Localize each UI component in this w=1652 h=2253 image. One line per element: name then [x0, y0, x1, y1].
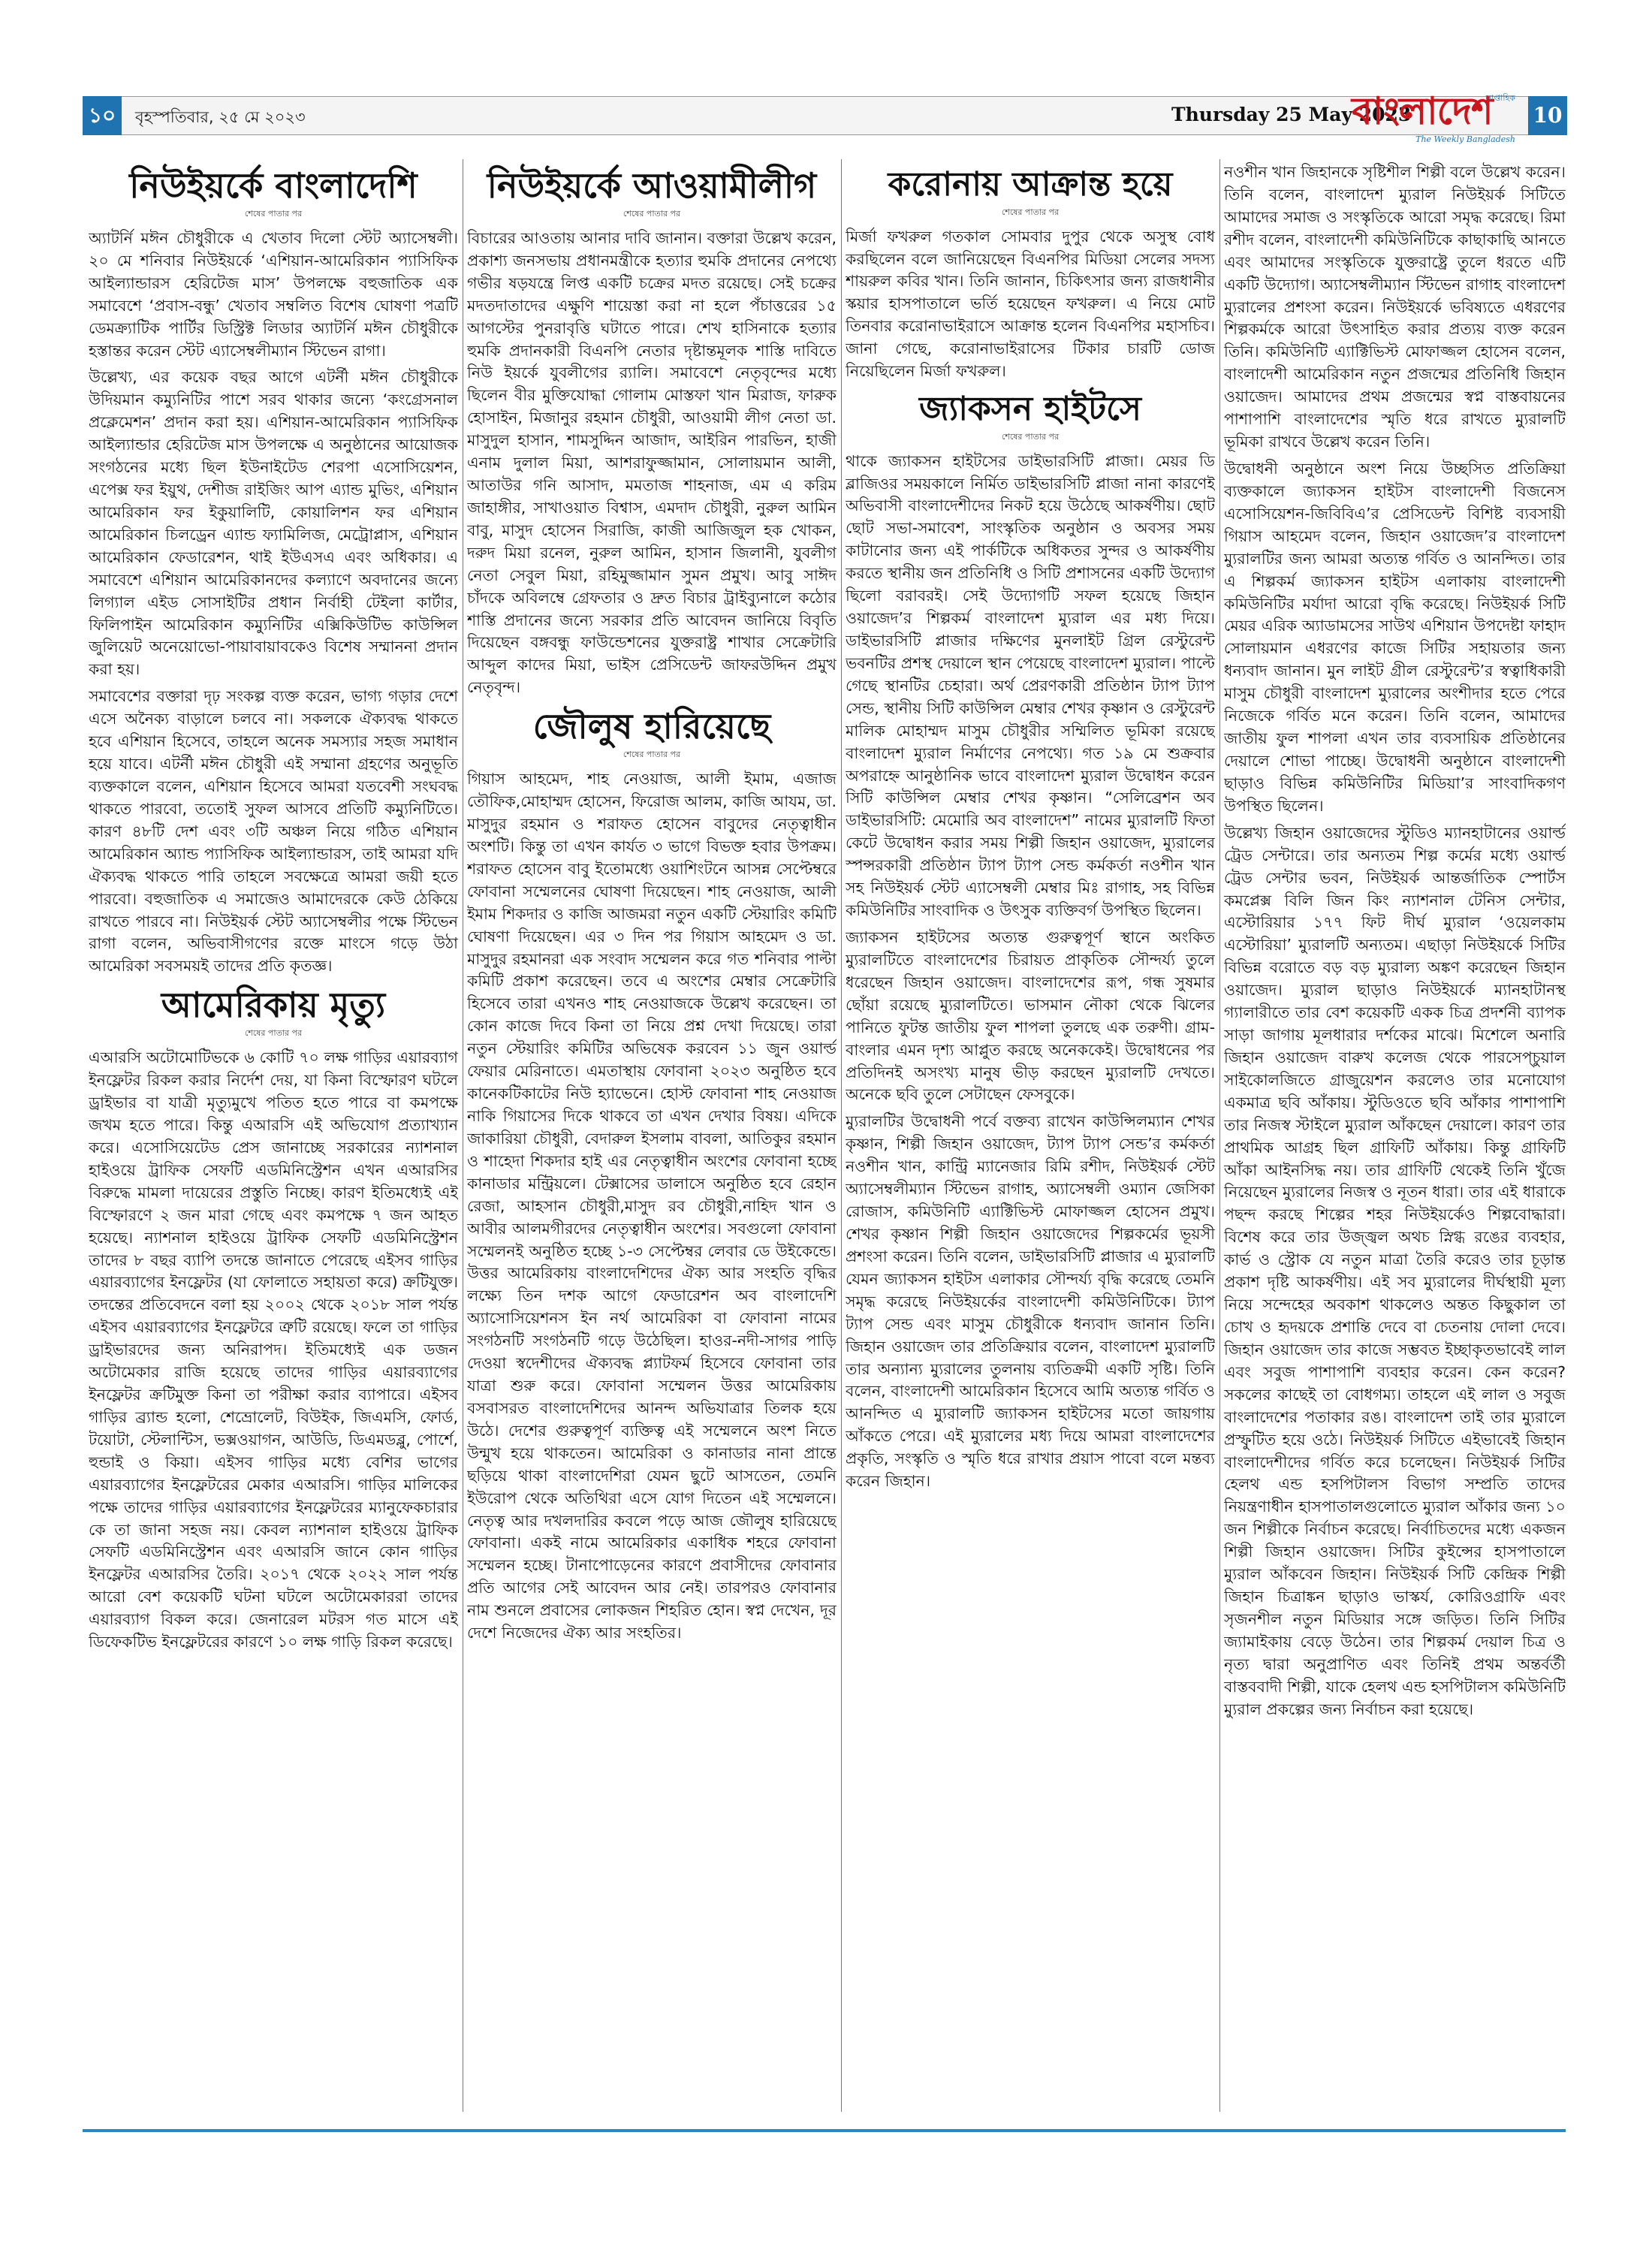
article-paragraph: নওশীন খান জিহানকে সৃষ্টিশীল শিল্পী বলে উল্লেখ করেন। তিনি বলেন, বাংলাদেশ ম্যুরাল নিউইয়র্ক সিটিতে আমাদের সমাজ ও সংস্কৃতিকে আরো সমৃদ্ধ করেছে। রিমা রশীদ বলেন, বাংলাদেশী কমিউনিটিকে কাছাকাছি আনতে এবং আমাদের সংস্কৃতিকে যুক্তরাষ্ট্রে তুলে ধরতে এটি একটি উদ্যোগ। অ্যাসেম্বলীম্যান স্টিভেন রাগাহ বাংলাদেশ ম্যুরালের প্রশংসা করেন। নিউইয়র্কে ভবিষ্যতে এধরণের শিল্পকর্মকে আরো উৎসাহিত করার প্রত্যয় ব্যক্ত করেন তিনি। কমিউনিটি এ্যাক্টিভিস্ট মোফাজ্জল হোসেন বলেন, বাংলাদেশী আমেরিকান নতুন প্রজন্মের প্রতিনিধি জিহান ওয়াজেদ। আমাদের প্রথম প্রজন্মের স্বপ্ন বাস্তবায়নের পাশাপাশি বাংলাদেশের স্মৃতি ধরে রাখতে ম্যুরালটি ভূমিকা রাখবে উল্লেখ করেন তিনি। — [1224, 163, 1566, 451]
article-headline: জৌলুষ হারিয়েছে — [532, 706, 771, 747]
column-3 — [846, 161, 1215, 2095]
article-awami-league-newyork — [467, 166, 837, 699]
continued-note: শেষের পাতার পর — [1001, 207, 1060, 217]
continued-note: শেষের পাতার পর — [244, 1028, 303, 1039]
article-paragraph: জ্যাকসন হাইটসের অত্যন্ত গুরুত্বপূর্ণ স্থানে অংকিত ম্যুরালটিতে বাংলাদেশের চিরায়ত প্রাকৃতিক সৌন্দর্য্য তুলে ধরেছেন জিহান ওয়াজেদ। বাংলাদেশের রূপ, গন্ধ সুষমার ছোঁয়া রয়েছে ম্যুরালটিতে। ভাসমান নৌকা থেকে ঝিলের পানিতে ফুটন্ত জাতীয় ফুল শাপলা তুলছে এক তরুণী। গ্রাম-বাংলার এমন দৃশ্য আপ্লুত করছে অনেককেই। উদ্বোধনের পর প্রতিদিনই অসংখ্য মানুষ ভীড় করছেন ম্যুরালটি দেখতে। অনেকে ছবি তুলে সেটাছেন ফেসবুকে। — [846, 928, 1215, 1104]
page-number-right: 10 — [1528, 96, 1567, 135]
header-date-english: Thursday 25 May 2023 — [1171, 104, 1412, 125]
column-divider — [841, 159, 842, 2112]
article-paragraph: সমাবেশের বক্তারা দৃঢ় সংকল্প ব্যক্ত করেন, ভাগ্য গড়ার দেশে এসে অনৈক্য বাড়ালে চলবে না। সকলকে ঐক্যবদ্ধ থাকতে হবে এশিয়ান হিসেবে, তাহলে অনেক সমস্যার সহজ সমাধান হয়ে যাবে। এটর্নী মঈন চৌধুরী এই সম্মানা গ্রহণের অনুভূতি ব্যক্তকালে বলেন, এশিয়ান হিসেবে আমরা যতবেশী সংঘবদ্ধ থাকতে পারবো, ততোই সুফল আসবে প্রতিটি কম্যুনিটিতে। কারণ ৪৮টি দেশ এবং ৩টি অঞ্চল নিয়ে গঠিত এশিয়ান আমেরিকান অ্যান্ড প্যাসিফিক আইল্যান্ডারস, তাই আমরা যদি ঐক্যবদ্ধ থাকতে পারি তাহলে সবক্ষেত্রে আমরা জয়ী হতে পারবো। বহুজাতিক এ সমাজেও আমাদেরকে কেউ ঠেকিয়ে রাখতে পারবে না। নিউইয়র্ক স্টেট অ্যাসেম্বলীর পক্ষে স্টিভেন রাগা বলেন, অভিবাসীগণের রক্তে মাংসে গড়ে উঠা আমেরিকা সবসময়ই তাদের প্রতি কৃতজ্ঞ। — [89, 687, 458, 976]
article-death-in-america — [89, 985, 458, 1654]
logo-tagline: The Weekly Bangladesh — [1415, 134, 1515, 144]
article-headline: নিউইয়র্কে বাংলাদেশি — [129, 165, 418, 206]
footer-rule — [83, 2129, 1566, 2132]
article-paragraph: উল্লেখ্য জিহান ওয়াজেদের স্টুডিও ম্যানহাটানের ওয়ার্ল্ড ট্রেড সেন্টারে। তার অন্যতম শিল্প কর্মের মধ্যে ওয়ার্ল্ড ট্রেড সেন্টার ভবন, নিউইয়র্ক আন্তর্জাতিক স্পোর্টস কমপ্লেক্স বিলি জিন কিং ন্যাশনাল টেনিস সেন্টার, এস্টোরিয়ার ১৭৭ ফিট দীর্ঘ ম্যুরাল ‘ওয়েলকাম এস্টোরিয়া’ ম্যুরালটি অন্যতম। এছাড়া নিউইয়র্কে সিটির বিভিন্ন বরোতে বড় বড় ম্যুরাল্য অঙ্কণ করেছেন জিহান ওয়াজেদ। ম্যুরাল ছাড়াও নিউইয়র্কে ম্যানহাটানস্থ গ্যালারীতে তার বেশ কয়েকটি একক চিত্র প্রদর্শনী ব্যাপক সাড়া জাগায় মূলধারার দর্শকের মাঝে। মিশেলে অনারি জিহান ওয়াজেদ বারুখ কলেজ থেকে পারসেপ্চুয়াল সাইকোলজিতে গ্রাজুয়েশন করলেও তার মনোযোগ একমাত্র ছবি আঁকায়। স্টুডিওতে ছবি আঁকার পাশাপাশি তার নিজস্ব স্টাইলে ম্যুরাল আঁকছেন দেয়ালে। কারণ তার প্রাথমিক আগ্রহ ছিল গ্রাফিটি আঁকায়। কিন্তু গ্রাফিটি আঁকা আইনসিদ্ধ নয়। তার গ্রাফিটি থেকেই তিনি খুঁজে নিয়েছেন ম্যুরালের নিজস্ব ও নূতন ধারা। তার এই ধারাকে পছন্দ করছে শিল্পের শহর নিউইয়র্কেও শিল্পবোদ্ধারা। বিশেষ করে তার উজ্জ্বল অথচ স্নিগ্ধ রঙের ব্যবহার, কার্ভ ও স্ট্রোক যে নতুন মাত্রা তৈরি করেও তার চূড়ান্ত প্রকাশ দৃষ্টি আকর্ষণীয়। এই সব ম্যুরালের দীর্ঘস্থায়ী মূল্য নিয়ে সন্দেহের অবকাশ থাকলেও অন্তত কিছুকাল তা চোখ ও হৃদয়কে প্রশান্তি দেবে বা চেতনায় দোলা দেবে। জিহান ওয়াজেদ তার কাজে সম্ভবত ইচ্ছাকৃতভাবেই লাল এবং সবুজ পাশাপাশি ব্যবহার করেন। কেন করেন? সকলের কাছেই তা বোধগম্য। তাহলে এই লাল ও সবুজ বাংলাদেশের পতাকার রঙ। বাংলাদেশ তাই তার ম্যুরালে প্রস্ফুটিত হয়ে ওঠে। নিউইয়র্ক সিটিতে এইভাবেই জিহান বাংলাদেশীদের গর্বিত করে চলেছেন। নিউইয়র্ক সিটির হেলথ এন্ড হসপিটালস বিভাগ সম্প্রতি তাদের নিয়ন্ত্রণাধীন হাসপাতালগুলোতে ম্যুরাল আঁকার জন্য ১০ জন শিল্পীকে নির্বাচন করেছে। নির্বাচিতদের মধ্যে একজন শিল্পী জিহান ওয়াজেদ। সিটির কুইন্সের হাসপাতালে ম্যুরাল আঁকবেন জিহান। নিউইয়র্ক সিটি কেন্দ্রিক শিল্পী জিহান চিত্রাঙ্কন ছাড়াও ভাস্কর্য, কোরিওগ্রাফি এবং সৃজনশীল নতুন মিডিয়ার সঙ্গে জড়িত। তিনি সিটির জ্যামাইকায় বেড়ে উঠেন। তার শিল্পকর্ম দেয়াল চিত্র ও নৃত্য দ্বারা অনুপ্রাণিত এবং তিনিই প্রথম অন্তর্বর্তী বাস্তববাদী শিল্পী, যাকে হেলথ এন্ড হসপিটালস কমিউনিটি ম্যুরাল প্রকল্পের জন্য নির্বাচন করা হয়েছে। — [1224, 823, 1566, 1718]
article-paragraph: থাকে জ্যাকসন হাইটসের ডাইভারসিটি প্লাজা। মেয়র ডি ব্লাজিওর সময়কালে নির্মিত ডাইভারসিটি প্লাজা নানা কারণেই অভিবাসী বাংলাদেশীদের নিকট হয়ে উঠেছে আকর্ষণীয়। ছোট ছোট সভা-সমাবেশ, সাংস্কৃতিক অনুষ্ঠান ও অবসর সময় কাটানোর জন্য এই পার্কটিকে অধিকতর সুন্দর ও আকর্ষণীয় করতে স্থানীয় জন প্রতিনিধি ও সিটি প্রশাসনের একটি উদ্যোগ ছিলো বরাবরই। সেই উদ্যোগটি সফল হয়েছে জিহান ওয়াজেদ’র শিল্পকর্ম বাংলাদেশ ম্যুরাল এর মধ্য দিয়ে। ডাইভারসিটি প্লাজার দক্ষিণের মুনলাইট গ্রিল রেস্টুরেন্ট ভবনটির প্রশস্থ দেয়ালে স্থান পেয়েছে বাংলাদেশ ম্যুরাল। পাল্টে গেছে স্থানটির চেহারা। অর্থ প্রেরণকারী প্রতিষ্ঠান ট্যাপ ট্যাপ সেন্ড, স্থানীয় সিটি কাউন্সিল মেম্বার শেখর কৃষ্ণান ও রেস্টুরেন্ট মালিক মোহাম্মদ মাসুম চৌধুরীর সম্মিলিত ভূমিকা রয়েছে বাংলাদেশ ম্যুরাল নির্মাণের নেপথ্যে। গত ১৯ মে শুক্রবার অপরাহ্নে আনুষ্ঠানিক ভাবে বাংলাদেশ ম্যুরাল উদ্বোধন করেন সিটি কাউন্সিল মেম্বার শেখর কৃষ্ণান। “সেলিব্রেশন অব ডাইভারসিটি: মেমোরি অব বাংলাদেশ” নামের ম্যুরালটি ফিতা কেটে উদ্বোধন করার সময় শিল্পী জিহান ওয়াজেদ, ম্যুরালের স্পন্সরকারী প্রতিষ্ঠান ট্যাপ ট্যাপ সেন্ড কর্মকর্তা নওশীন খান সহ নিউইয়র্ক স্টেট এ্যাসেম্বলী মেম্বার মিঃ রাগাহ, সহ বিভিন্ন কমিউনিটির সাংবাদিক ও উৎসুক ব্যক্তিবর্গ উপস্থিত ছিলেন। — [846, 451, 1215, 920]
article-paragraph: অ্যাটর্নি মঈন চৌধুরীকে এ খেতাব দিলো স্টেট অ্যাসেম্বলী। ২০ মে শনিবার নিউইয়র্কে ‘এশিয়ান-আমেরিকান প্যাসিফিক আইল্যান্ডারস হেরিটেজ মাস’ উপলক্ষে বহুজাতিক এক সমাবেশে ‘প্রবাস-বন্ধু’ খেতাব সম্বলিত বিশেষ ঘোষণা পত্রটি ডেমক্র্যাটিক পার্টির ডিস্ট্রিক্ট লিডার অ্যাটর্নি মঈন চৌধুরীকে হস্তান্তর করেন স্টেট এ্যাসেম্বলীম্যান স্টিভেন রাগা। — [89, 228, 458, 360]
article-bangladeshi-in-newyork — [89, 166, 458, 978]
column-1 — [89, 161, 458, 2095]
column-divider — [1219, 159, 1220, 2112]
masthead-logo — [1352, 90, 1524, 144]
logo-main-text: বাংলাদেশ — [1352, 89, 1493, 133]
column-4 — [1224, 161, 1566, 2095]
article-paragraph: উল্লেখ্য, এর কয়েক বছর আগে এটর্নী মঈন চৌধুরীকে উদিয়মান কম্যুনিটির পাশে সরব থাকার জন্যে ‘কংগ্রেসনাল প্রক্লেমেশন’ প্রদান করা হয়। এশিয়ান-আমেরিকান প্যাসিফিক আইল্যান্ডার হেরিটেজ মাস উপলক্ষে এ অনুষ্ঠানের আয়োজক সংগঠনের মধ্যে ছিল ইউনাইটেড শেরপা এসোসিয়েশন, এপেক্স ফর ইয়ুথ, দেশীজ রাইজিং আপ এ্যান্ড মুভিং, এশিয়ান আমেরিকান ফর ইকুয়ালিটি, কোয়ালিশন ফর এশিয়ান আমেরিকান চিলড্রেন এ্যান্ড ফ্যামিলিজ, মেট্রোপ্লাস, এশিয়ান আমেরিকান ফেডারেশন, থাই ইউএসএ এবং অধিকার। এ সমাবেশে এশিয়ান আমেরিকানদের কল্যাণে অবদানের জন্যে লিগ্যাল এইড সোসাইটির প্রধান নির্বাহী টেইলা কার্টার, ফিলিপাইন আমেরিকান কম্যুনিটির এক্সিকিউটিভ কাউন্সিল জুলিয়েট অনেয়োভো-পায়াবায়াবকেও বিশেষ সম্মাননা প্রদান করা হয়। — [89, 368, 458, 679]
article-paragraph: বিচারের আওতায় আনার দাবি জানান। বক্তারা উল্লেখ করেন, প্রকাশ্য জনসভায় প্রধানমন্ত্রীকে হত্যার হুমকি প্রদানের নেপথ্যে গভীর ষড়যন্ত্রে লিপ্ত একটি চক্রের মদত রয়েছে। সেই চক্রের মদতদাতাদের এক্ষুণি শায়েস্তা করা না হলে পঁচাত্তরের ১৫ আগস্টের পুনরাবৃত্তি ঘটাতে পারে। শেখ হাসিনাকে হত্যার হুমকি প্রদানকারী বিএনপি নেতার দৃষ্টান্তমূলক শাস্তি দাবিতে নিউ ইয়র্কে যুবলীগের র‌্যালি। সমাবেশে নেতৃবৃন্দের মধ্যে ছিলেন বীর মুক্তিযোদ্ধা গোলাম মোস্তফা খান মিরাজ, ফারুক হোসাইন, মিজানুর রহমান চৌধুরী, আওয়ামী লীগ নেতা ডা. মাসুদুল হাসান, শামসুদ্দিন আজাদ, আইরিন পারভিন, হাজী এনাম দুলাল মিয়া, আশরাফুজ্জামান, সোলায়মান আলী, আতাউর গনি আসাদ, মমতাজ শাহনাজ, এম এ করিম জাহাঙ্গীর, সাখাওয়াত বিশ্বাস, এমদাদ চৌধুরী, নুরুল আমিন বাবু, মাসুদ হোসেন সিরাজি, কাজী আজিজুল হক খোকন, দরুদ মিয়া রনেল, নুরুল আমিন, হাসান জিলানী, যুবলীগ নেতা সেবুল মিয়া, রহিমুজ্জামান সুমন প্রমুখ। আবু সাঈদ চাঁদকে অবিলম্বে গ্রেফতার ও দ্রুত বিচার ট্রাইব্যুনালে কঠোর শাস্তি প্রদানের জন্যে সরকার প্রতি আবেদন জানিয়ে বিবৃতি দিয়েছেন বঙ্গবন্ধু ফাউন্ডেশনের যুক্তরাষ্ট্র শাখার সেক্রেটারি আব্দুল কাদের মিয়া, ভাইস প্রেসিডেন্ট জাফরউদ্দিন প্রমুখ নেতৃবৃন্দ। — [467, 228, 837, 697]
article-headline: নিউইয়র্কে আওয়ামীলীগ — [487, 165, 817, 206]
continued-note: শেষের পাতার পর — [623, 208, 681, 219]
column-2 — [467, 161, 837, 2095]
article-headline: করোনায় আক্রান্ত হয়ে — [888, 165, 1173, 204]
article-headline: জ্যাকসন হাইটসে — [919, 390, 1141, 429]
page-number-left: ১০ — [83, 96, 122, 135]
article-paragraph: ম্যুরালটির উদ্বোধনী পর্বে বক্তব্য রাখেন কাউন্সিলম্যান শেখর কৃষ্ণান, শিল্পী জিহান ওয়াজেদ, ট্যাপ ট্যাপ সেন্ড’র কর্মকর্তা নওশীন খান, কান্ট্রি ম্যানেজার রিমি রশীদ, নিউইয়র্ক স্টেট অ্যাসেম্বলীম্যান স্টিভেন রাগাহ, অ্যাসেম্বলী ওম্যান জেসিকা রোজাস, কমিউনিটি এ্যাক্টিভিস্ট মোফাজ্জল হোসেন প্রমুখ। শেখর কৃষ্ণান শিল্পী জিহান ওয়াজেদের শিল্পকর্মের ভূয়সী প্রশংসা করেন। তিনি বলেন, ডাইভারসিটি প্লাজার এ ম্যুরালটি যেমন জ্যাকসন হাইটস এলাকার সৌন্দর্য্য বৃদ্ধি করেছে তেমনি সমৃদ্ধ করেছে নিউইয়র্কের বাংলাদেশী কমিউনিটিকে। ট্যাপ ট্যাপ সেন্ড এবং মাসুম চৌধুরীকে ধন্যবাদ জানান তিনি। জিহান ওয়াজেদ তার প্রতিক্রিয়ার বলেন, বাংলাদেশ ম্যুরালটি তার অন্যান্য ম্যুরালের তুলনায় ব্যতিক্রমী একটি সৃষ্টি। তিনি বলেন, বাংলাদেশী আমেরিকান হিসেবে আমি অত্যন্ত গর্বিত ও আনন্দিত এ ম্যুরালটি জ্যাকসন হাইটসের মতো জায়গায় আঁকতে পেরে। এই ম্যুরালের মধ্য দিয়ে আমরা বাংলাদেশের প্রকৃতি, সংস্কৃতি ও স্মৃতি ধরে রাখার প্রয়াস পাবো বলে মন্তব্য করেন জিহান। — [846, 1112, 1215, 1491]
article-paragraph: উদ্বোধনী অনুষ্ঠানে অংশ নিয়ে উচ্ছসিত প্রতিক্রিয়া ব্যক্তকালে জ্যাকসন হাইটস বাংলাদেশী বিজনেস এসোসিয়েশন-জিবিবিএ’র প্রেসিডেন্ট বিশিষ্ট ব্যবসায়ী গিয়াস আহমেদ বলেন, জিহান ওয়াজেদ’র বাংলাদেশ ম্যুরালটির জন্য আমরা অত্যন্ত গর্বিত ও আনন্দিত। তার এ শিল্পকর্ম জ্যাকসন হাইটস এলাকায় বাংলাদেশী কমিউনিটির মর্যাদা আরো বৃদ্ধি করেছে। নিউইয়র্ক সিটি মেয়র এরিক অ্যাডামসের সাউথ এশিয়ান উপদেষ্টা ফাহাদ সোলায়মান এধরণের কাজে সিটির সহায়তার জন্য ধন্যবাদ জানান। মুন লাইট গ্রীল রেস্টুরেন্ট’র স্বত্বাধিকারী মাসুম চৌধুরী বাংলাদেশ ম্যুরালের অংশীদার হতে পেরে নিজেকে গর্বিত মনে করেন। তিনি বলেন, আমাদের জাতীয় ফুল শাপলা এখন তার ব্যবসায়িক প্রতিষ্ঠানের দেয়ালে শোভা পাচ্ছে। উদ্বোধনী অনুষ্ঠানে বাংলাদেশী ছাড়াও বিভিন্ন কমিউনিটির মিডিয়া’র সাংবাদিকগণ উপস্থিত ছিলেন। — [1224, 459, 1566, 815]
article-paragraph: এআরসি অটোমোটিভকে ৬ কোটি ৭০ লক্ষ গাড়ির এয়ারব্যাগ ইনফ্লেটর রিকল করার নির্দেশ দেয়, যা কিনা বিস্ফোরণ ঘটলে ড্রাইভার বা যাত্রী মৃত্যুমুখে পতিত হতে পারে বা কমপক্ষে জখম হতে পারে। কিন্তু এআরসি এই অভিযোগ প্রত্যাখ্যান করে। এসোসিয়েটেড প্রেস জানাচ্ছে সরকারের ন্যাশনাল হাইওয়ে ট্রাফিক সেফটি এডমিনিস্ট্রেশন এখন এআরসির বিরুদ্ধে মামলা দায়েরের প্রস্তুতি নিচ্ছে। কারণ ইতিমধ্যেই এই বিস্ফোরণে ২ জন মারা গেছে এবং কমপক্ষে ৭ জন আহত হয়েছে। ন্যাশনাল হাইওয়ে ট্রাফিক সেফটি এডমিনিস্ট্রেশন তাদের ৮ বছর ব্যাপি তদন্তে জানাতে পেরেছে এইসব গাড়ির এয়ারব্যাগের ইনফ্লেটর (যা ফোলাতে সহায়তা করে) ক্রটিযুক্ত। তদন্তের প্রতিবেদনে বলা হয় ২০০২ থেকে ২০১৮ সাল পর্যন্ত এইসব এয়ারব্যাগের ইনফ্লেটরে ত্রুটি রয়েছে। ফলে তা গাড়ির ড্রাইভারদের জন্য অনিরাপদ। ইতিমধ্যেই এক ডজন অটোমেকার রাজি হয়েছে তাদের গাড়ির এয়ারব্যাগের ইনফ্লেটর ক্রটিমুক্ত কিনা তা পরীক্ষা করার ব্যাপারে। এইসব গাড়ির ব্র্যান্ড হলো, শেভ্রোলেট, বিউইক, জিএমসি, ফোর্ড, টয়োটা, স্টেলান্টিস, ভক্সওয়াগন, আউডি, ডিএমডব্লু, পোর্শে, হুন্ডাই ও কিয়া। এইসব গাড়ির মধ্যে বেশির ভাগের এয়ারব্যাগের ইনফ্লেটরের মেকার এআরসি। গাড়ির মালিকের পক্ষে তাদের গাড়ির এয়ারব্যাগের ইনফ্লেটরের ম্যানুফেকচারার কে তা জানা সহজ নয়। কেবল ন্যাশনাল হাইওয়ে ট্রাফিক সেফটি এডমিনিস্ট্রেশন এবং এআরসি জানে কোন গাড়ির ইনফ্লেটর এআরসির তৈরি। ২০১৭ থেকে ২০২২ সাল পর্যন্ত আরো বেশ কয়েকটি ঘটনা ঘটলে অটোমেকাররা তাদের এয়ারব্যাগ বিকল করে। জেনারেল মটরস গত মাসে এই ডিফেকটিভ ইনফ্লেটরের কারণে ১০ লক্ষ গাড়ি রিকল করেছে। — [89, 1048, 458, 1651]
header-date-bengali: বৃহস্পতিবার, ২৫ মে ২০২৩ — [135, 108, 306, 126]
article-jackson-heights-continued — [1224, 161, 1566, 1721]
article-paragraph: মির্জা ফখরুল গতকাল সোমবার দুপুর থেকে অসুস্থ বোধ করছিলেন বলে জানিয়েছেন বিএনপির মিডিয়া সেলের সদস্য শায়রুল কবির খান। তিনি জানান, চিকিৎসার জন্য রাজধানীর স্কয়ার হাসপাতালে ভর্তি হয়েছেন ফখরুল। এ নিয়ে মোট তিনবার করোনাভাইরাসে আক্রান্ত হলেন বিএনপির মহাসচিব। জানা গেছে, করোনাভাইরাসের টিকার চারটি ডোজ নিয়েছিলেন মির্জা ফখরুল। — [846, 227, 1215, 381]
article-lost-glamour — [467, 707, 837, 1645]
article-paragraph: গিয়াস আহমেদ, শাহ নেওয়াজ, আলী ইমাম, এজাজ তৌফিক,মোহাম্মদ হোসেন, ফিরোজ আলম, কাজি আযম, ডা. মাসুদুর রহমান ও শরাফত হোসেন বাবুদের নেতৃত্বাধীন অংশটি। কিন্তু তা এখন কার্যত ৩ ভাগে বিভক্ত হবার উপক্রম। শরাফত হোসেন বাবু ইতোমধ্যে ওয়াশিংটনে আসন্ন সেপ্টেম্বরে ফোবানা সম্মেলনের ঘোষণা দিয়েছেন। শাহ নেওয়াজ, আলী ইমাম শিকদার ও কাজি আজমরা নতুন একটি স্টেয়ারিং কমিটি ঘোষণা দিয়েছেন। এর ৩ দিন পর গিয়াস আহমেদ ও ডা. মাসুদুর রহমানরা এক সংবাদ সম্মেলন করে গত শনিবার পাল্টা কমিটি প্রকাশ করেছেন। তবে এ অংশের মেম্বার সেক্রেটারি হিসেবে তারা এখনও শাহ নেওয়াজকে উল্লেখ করেছেন। তা কোন কাজে দিবে কিনা তা নিয়ে প্রশ্ন দেখা দিয়েছে। তারা নতুন স্টেয়ারিং কমিটির অভিষেক করবেন ১১ জুন ওয়ার্ল্ড ফেয়ার মেরিনাতে। এমতাস্থায় ফোবানা ২০২৩ অনুষ্ঠিত হবে কানেকটিকাটের নিউ হ্যাভেনে। হোস্ট ফোবানা শাহ নেওয়াজ নাকি গিয়াসের দিকে থাকবে তা এখন দেখার বিষয়। এদিকে জাকারিয়া চৌধুরী, বেদারুল ইসলাম বাবলা, আতিকুর রহমান ও শাহেদা শিকদার হাই এর নেতৃত্বাধীন অংশের ফোবানা হচ্ছে কানাডার মন্ট্রিয়লে। টেক্সাসের ডালাসে অনুষ্ঠিত হবে রেহান রেজা, আহসান চৌধুরী,মাসুদ রব চৌধুরী,নাহিদ খান ও আবীর আলমগীরদের নেতৃত্বাধীন অংশের। সবগুলো ফোবানা সম্মেলনই অনুষ্ঠিত হচ্ছে ১-৩ সেপ্টেম্বর লেবার ডে উইকেন্ডে। উত্তর আমেরিকায় বাংলাদেশিদের ঐক্য আর সংহতি বৃদ্ধির লক্ষ্যে তিন দশক আগে ফেডারেশন অব বাংলাদেশি অ্যাসোসিয়েশনস ইন নর্থ আমেরিকা বা ফোবানা নামের সংগঠনটি সংগঠনটি গড়ে উঠেছিল। হাওর-নদী-সাগর পাড়ি দেওয়া স্বদেশীদের ঐক্যবদ্ধ প্ল্যাটফর্ম হিসেবে ফোবানা তার যাত্রা শুরু করে। ফোবানা সম্মেলন উত্তর আমেরিকায় বসবাসরত বাংলাদেশিদের আনন্দ অভিযাত্রার তিলক হয়ে উঠে। দেশের গুরুত্বপূর্ণ ব্যক্তিত্ব এই সম্মেলনে অংশ নিতে উন্মুখ হয়ে থাকতেন। আমেরিকা ও কানাডার নানা প্রান্তে ছড়িয়ে থাকা বাংলাদেশিরা যেমন ছুটে আসতেন, তেমনি ইউরোপ থেকে অতিথিরা এসে যোগ দিতেন এই সম্মেলনে। নেতৃত্ব আর দখলদারির কবলে পড়ে আজ জৌলুষ হারিয়েছে ফোবানা। একই নামে আমেরিকার একাধিক শহরে ফোবানা সম্মেলন হচ্ছে। টানাপোড়েনের কারণে প্রবাসীদের ফোবানার প্রতি আগের সেই আবেদন আর নেই। তারপরও ফোবানার নাম শুনলে প্রবাসের লোকজন শিহরিত হোন। স্বপ্ন দেখেন, দূর দেশে নিজেদের ঐক্য আর সংহতির। — [467, 770, 837, 1642]
article-covid-infected — [846, 166, 1215, 383]
article-headline: আমেরিকায় মৃত্যু — [161, 985, 386, 1026]
logo-small-text: সাপ্তাহিক — [1485, 93, 1515, 103]
continued-note: শেষের পাতার পর — [244, 208, 303, 219]
continued-note: শেষের পাতার পর — [1001, 431, 1060, 442]
continued-note: শেষের পাতার পর — [623, 749, 681, 760]
article-jackson-heights — [846, 391, 1215, 1493]
